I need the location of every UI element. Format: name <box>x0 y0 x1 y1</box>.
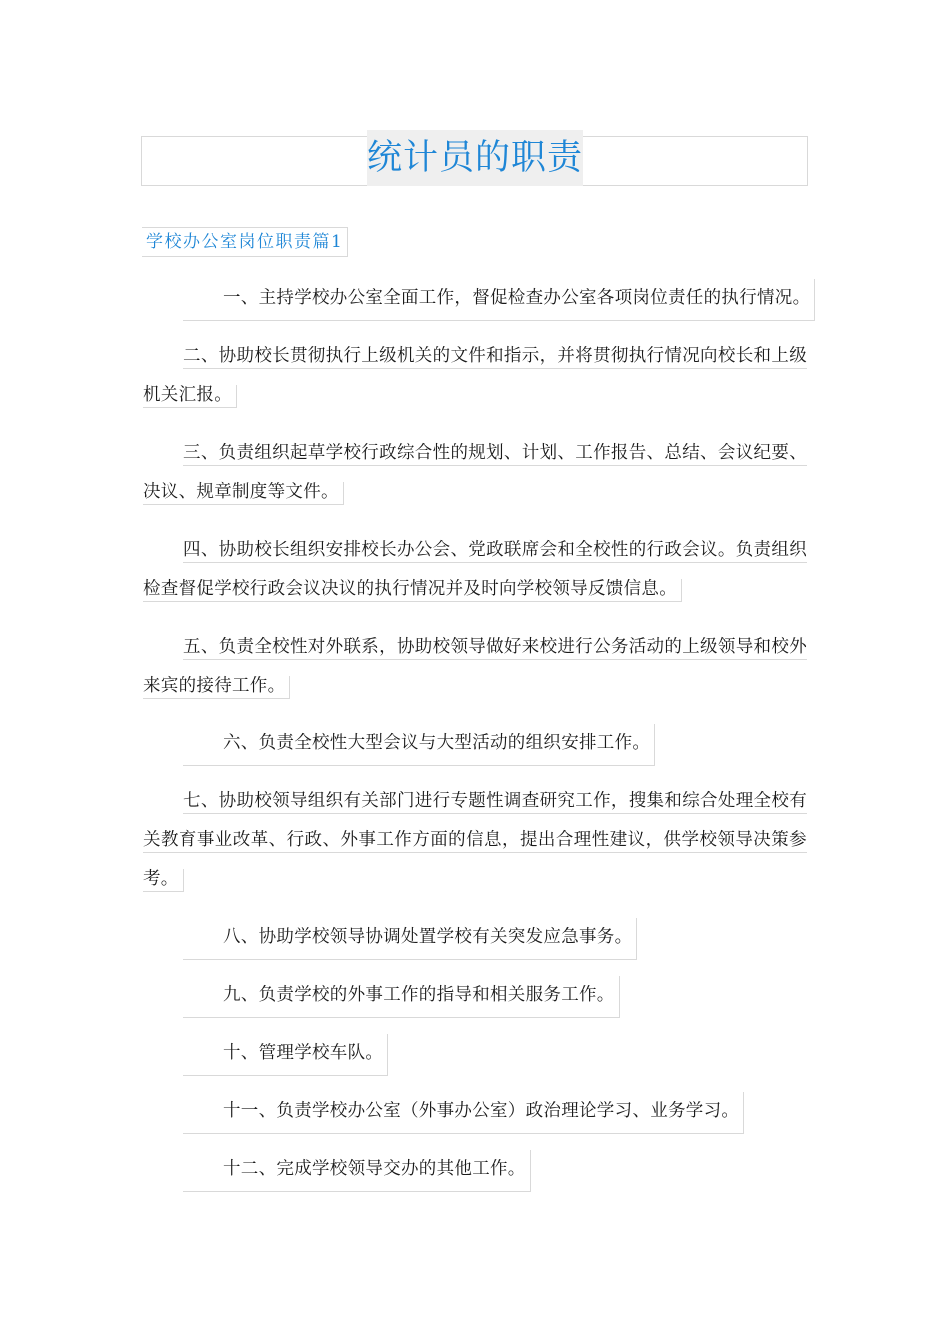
document-title: 统计员的职责 <box>367 130 583 186</box>
paragraph-text: 四、协助校长组织安排校长办公会、党政联席会和全校性的行政会议。负责组织检查督促学校行政会议决议的执行情况并及时向学校领导反馈信息。 <box>143 540 807 602</box>
paragraph-text: 十、管理学校车队。 <box>183 1034 388 1076</box>
paragraph-7 <box>143 782 807 899</box>
paragraph-11 <box>143 1092 807 1134</box>
paragraph-10 <box>143 1034 807 1076</box>
paragraph-text: 三、负责组织起草学校行政综合性的规划、计划、工作报告、总结、会议纪要、决议、规章制度等文件。 <box>143 443 807 505</box>
paragraph-5 <box>143 628 807 706</box>
paragraph-8 <box>143 918 807 960</box>
paragraph-text: 六、负责全校性大型会议与大型活动的组织安排工作。 <box>183 724 655 766</box>
paragraph-text: 一、主持学校办公室全面工作，督促检查办公室各项岗位责任的执行情况。 <box>183 279 815 321</box>
paragraph-1 <box>143 279 811 321</box>
paragraph-text: 十一、负责学校办公室（外事办公室）政治理论学习、业务学习。 <box>183 1092 744 1134</box>
section-heading: 学校办公室岗位职责篇1 <box>142 227 348 257</box>
paragraph-9 <box>143 976 807 1018</box>
paragraph-3 <box>143 434 807 512</box>
paragraph-6 <box>143 724 807 766</box>
paragraph-text: 十二、完成学校领导交办的其他工作。 <box>183 1150 531 1192</box>
paragraph-12 <box>143 1150 807 1192</box>
paragraph-text: 七、协助校领导组织有关部门进行专题性调查研究工作，搜集和综合处理全校有关教育事业改革、行政、外事工作方面的信息，提出合理性建议，供学校领导决策参考。 <box>143 791 807 892</box>
paragraph-text: 二、协助校长贯彻执行上级机关的文件和指示，并将贯彻执行情况向校长和上级机关汇报。 <box>143 346 807 408</box>
paragraph-text: 八、协助学校领导协调处置学校有关突发应急事务。 <box>183 918 637 960</box>
paragraph-text: 五、负责全校性对外联系，协助校领导做好来校进行公务活动的上级领导和校外来宾的接待工作。 <box>143 637 807 699</box>
paragraph-2 <box>143 337 807 415</box>
paragraph-text: 九、负责学校的外事工作的指导和相关服务工作。 <box>183 976 620 1018</box>
paragraph-4 <box>143 531 807 609</box>
